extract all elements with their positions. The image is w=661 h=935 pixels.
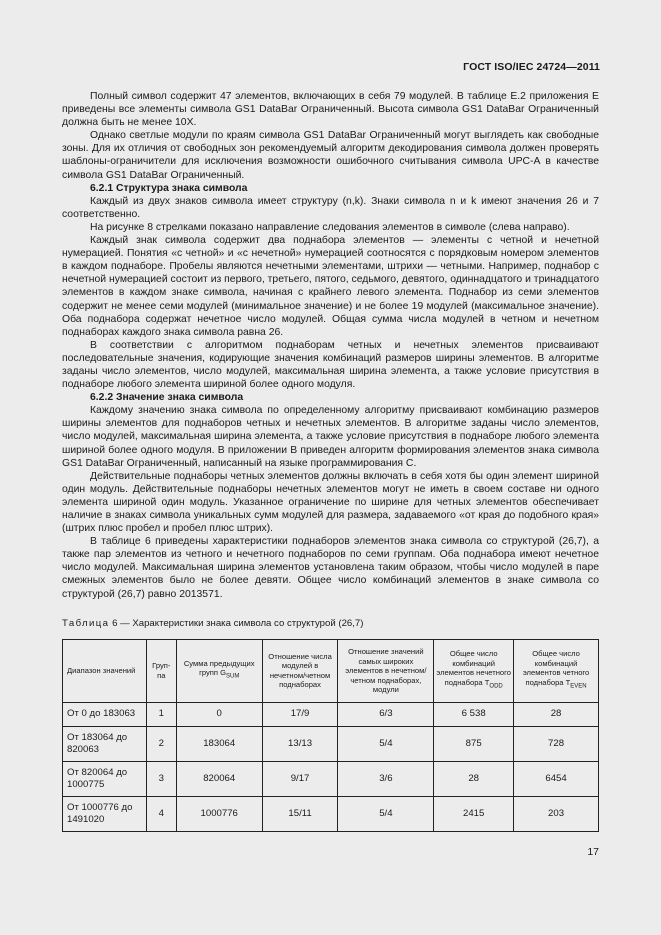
cell-ratio-modules: 9/17 bbox=[262, 761, 338, 796]
characteristics-table bbox=[62, 639, 599, 832]
cell-sum: 820064 bbox=[176, 761, 262, 796]
cell-range: От 183064 до 820063 bbox=[63, 726, 147, 761]
table-caption-text: 6 — Характеристики знака символа со структурой (26,7) bbox=[112, 617, 364, 629]
header-range: Диапазон значений bbox=[63, 639, 147, 702]
cell-ratio-widest: 6/3 bbox=[338, 702, 434, 726]
document-body bbox=[62, 90, 599, 832]
cell-ratio-widest: 5/4 bbox=[338, 796, 434, 831]
table-row bbox=[63, 702, 599, 726]
header-odd-total: Общее число комбинаций элементов нечетного поднабора $T_{ODD}$ bbox=[434, 639, 514, 702]
paragraph: В таблице 6 приведены характеристики поднаборов элементов знака символа со структурой (26,7), а также пар элементов из четного и нечетного поднаборов по семи группам. Оба поднабора имеют нечетное число модулей. Максимальная ширина элементов установлена таким образом, чтобы число модулей в паре смежных элементов было не более девяти. Общее число комбинаций элементов в знаке символа со структурой (26,7) равно 2013571. bbox=[62, 536, 599, 600]
paragraph: Действительные поднаборы четных элементов должны включать в себя хотя бы один элемент шириной один модуль. Действительные поднаборы нечетных элементов могут не иметь в своем составе ни одного элемента шириной один модуль. Указанное ограничение по ширине для четных элементов обеспечивает наличие в знаках символа уникальных сумм модулей для размера, задаваемого «от края до подобного края» (штрих плюс пробел и пробел плюс штрих). bbox=[62, 470, 599, 535]
header-ratio-modules: Отношение числа модулей в нечетном/четном поднаборах bbox=[262, 639, 338, 702]
paragraph: В соответствии с алгоритмом поднаборам четных и нечетных элементов присваивают последовательные значения, кодирующие значения комбинаций размеров ширины элементов. В алгоритме заданы число элементов, число модулей, максимальная ширина элемента, а также условие присутствия в поднаборе любого элемента шириной более одного модуля. bbox=[62, 339, 599, 391]
header-group: Груп-па bbox=[146, 639, 176, 702]
paragraph: Каждый знак символа содержит два поднабора элементов — элементы с четной и нечетной нумерацией. Понятия «с четной» и «с нечетной» нумерацией соотносятся с порядковым номером элементов в каждом поднаборе. Пробелы являются нечетными элементами, штрихи — четными. Например, поднабор с нечетной нумерацией состоит из первого, третьего, пятого, седьмого, девятого, одиннадцатого и тринадцатого элементов в каждом знаке символа, начиная с крайнего левого элемента. Поднабор из семи элементов содержит не менее семи модулей (минимальное значение) и не более 19 модулей (максимальное значение). Оба поднабора содержат нечетное число модулей. Общая сумма числа модулей в четном и нечетном поднаборах каждого знака символа равна 26. bbox=[62, 235, 599, 338]
header-ratio-widest: Отношение значений самых широких элементов в нечетном/четном поднаборах, модули bbox=[338, 639, 434, 702]
cell-even: 28 bbox=[514, 702, 599, 726]
cell-ratio-modules: 15/11 bbox=[262, 796, 338, 831]
cell-sum: 0 bbox=[176, 702, 262, 726]
cell-ratio-modules: 13/13 bbox=[262, 726, 338, 761]
header-sum: Сумма предыдущих групп $G_{SUM}$ bbox=[176, 639, 262, 702]
cell-group: 2 bbox=[146, 726, 176, 761]
table-caption bbox=[62, 617, 599, 630]
cell-odd: 2415 bbox=[434, 796, 514, 831]
cell-range: От 1000776 до 1491020 bbox=[63, 796, 147, 831]
cell-even: 6454 bbox=[514, 761, 599, 796]
cell-group: 3 bbox=[146, 761, 176, 796]
table-row bbox=[63, 726, 599, 761]
cell-even: 728 bbox=[514, 726, 599, 761]
cell-ratio-modules: 17/9 bbox=[262, 702, 338, 726]
section-heading: 6.2.1 Структура знака символа bbox=[90, 182, 248, 194]
paragraph: Полный символ содержит 47 элементов, включающих в себя 79 модулей. В таблице Е.2 приложения Е приведены все элементы символа GS1 DataBar Ограниченный. Высота символа GS1 DataBar Ограниченный должна быть не менее 10X. bbox=[62, 91, 599, 129]
cell-sum: 1000776 bbox=[176, 796, 262, 831]
cell-odd: 28 bbox=[434, 761, 514, 796]
table-caption-label: Таблица bbox=[62, 617, 110, 629]
table-row bbox=[63, 761, 599, 796]
cell-odd: 875 bbox=[434, 726, 514, 761]
section-heading: 6.2.2 Значение знака символа bbox=[90, 392, 244, 404]
table-row bbox=[63, 796, 599, 831]
table-header-row bbox=[63, 639, 599, 702]
cell-ratio-widest: 5/4 bbox=[338, 726, 434, 761]
cell-range: От 0 до 183063 bbox=[63, 702, 147, 726]
header-even-total: Общее число комбинаций элементов четного поднабора $T_{EVEN}$ bbox=[514, 639, 599, 702]
cell-group: 1 bbox=[146, 702, 176, 726]
cell-group: 4 bbox=[146, 796, 176, 831]
cell-sum: 183064 bbox=[176, 726, 262, 761]
paragraph: Каждый из двух знаков символа имеет структуру (n,k). Знаки символа n и k имеют значения 26 и 7 соответственно. bbox=[62, 195, 599, 220]
cell-range: От 820064 до 1000775 bbox=[63, 761, 147, 796]
paragraph: Однако светлые модули по краям символа GS1 DataBar Ограниченный могут выглядеть как свободные зоны. Для их отличия от свободных зон рекомендуемый алгоритм декодирования символа должен проверять шаблоны-ограничители для исключения возможности ошибочного считывания символа UPC-A в качестве символа GS1 DataBar Ограниченный. bbox=[62, 130, 599, 181]
document-header: ГОСТ ISO/IEC 24724—2011 bbox=[463, 61, 600, 73]
page-number: 17 bbox=[587, 846, 599, 858]
paragraph: Каждому значению знака символа по определенному алгоритму присваивают комбинацию размеров ширины элементов для поднаборов четных и нечетных элементов. В алгоритме заданы число элементов, число модулей, максимальная ширина элемента, а также условие присутствия в поднаборе любого элемента шириной более одного модуля. В приложении В приведен алгоритм формирования элементов знака символа GS1 DataBar Ограниченный, написанный на языке программирования С. bbox=[62, 405, 599, 469]
cell-odd: 6 538 bbox=[434, 702, 514, 726]
cell-ratio-widest: 3/6 bbox=[338, 761, 434, 796]
paragraph: На рисунке 8 стрелками показано направление следования элементов в символе (слева направо). bbox=[90, 221, 570, 233]
cell-even: 203 bbox=[514, 796, 599, 831]
